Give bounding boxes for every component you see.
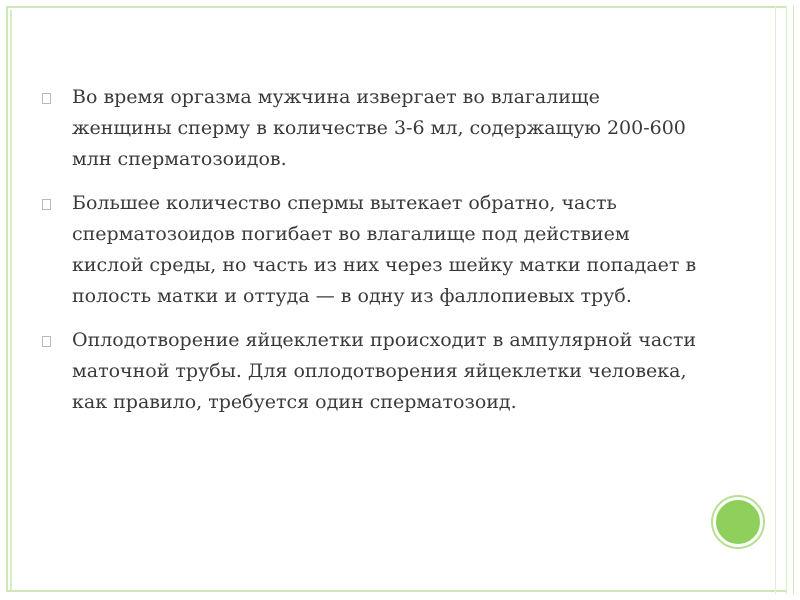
bullet-item (42, 188, 702, 312)
decorative-circle-icon (713, 497, 763, 547)
bullet-item (42, 82, 702, 175)
bullet-square-icon (42, 199, 51, 210)
bullet-list (42, 82, 702, 431)
bullet-text: Большее количество спермы вытекает обратно, часть сперматозоидов погибает во влагалище под действием кислой среды, но часть из них через шейку матки попадает в полость матки и оттуда — в одну из фаллопиевых труб. (72, 192, 697, 307)
bullet-square-icon (42, 93, 51, 104)
frame-left-line (10, 10, 12, 590)
bullet-square-icon (42, 336, 51, 347)
bullet-text: Во время оргазма мужчина извергает во влагалище женщины сперму в количестве 3-6 мл, содержащую 200-600 млн сперматозоидов. (72, 86, 686, 170)
bullet-item (42, 325, 702, 418)
bullet-text: Оплодотворение яйцеклетки происходит в ампулярной части маточной трубы. Для оплодотворения яйцеклетки человека, как правило, требуется один сперматозоид. (72, 329, 696, 413)
frame-right-bar (786, 6, 794, 594)
frame-right-line (775, 6, 776, 594)
